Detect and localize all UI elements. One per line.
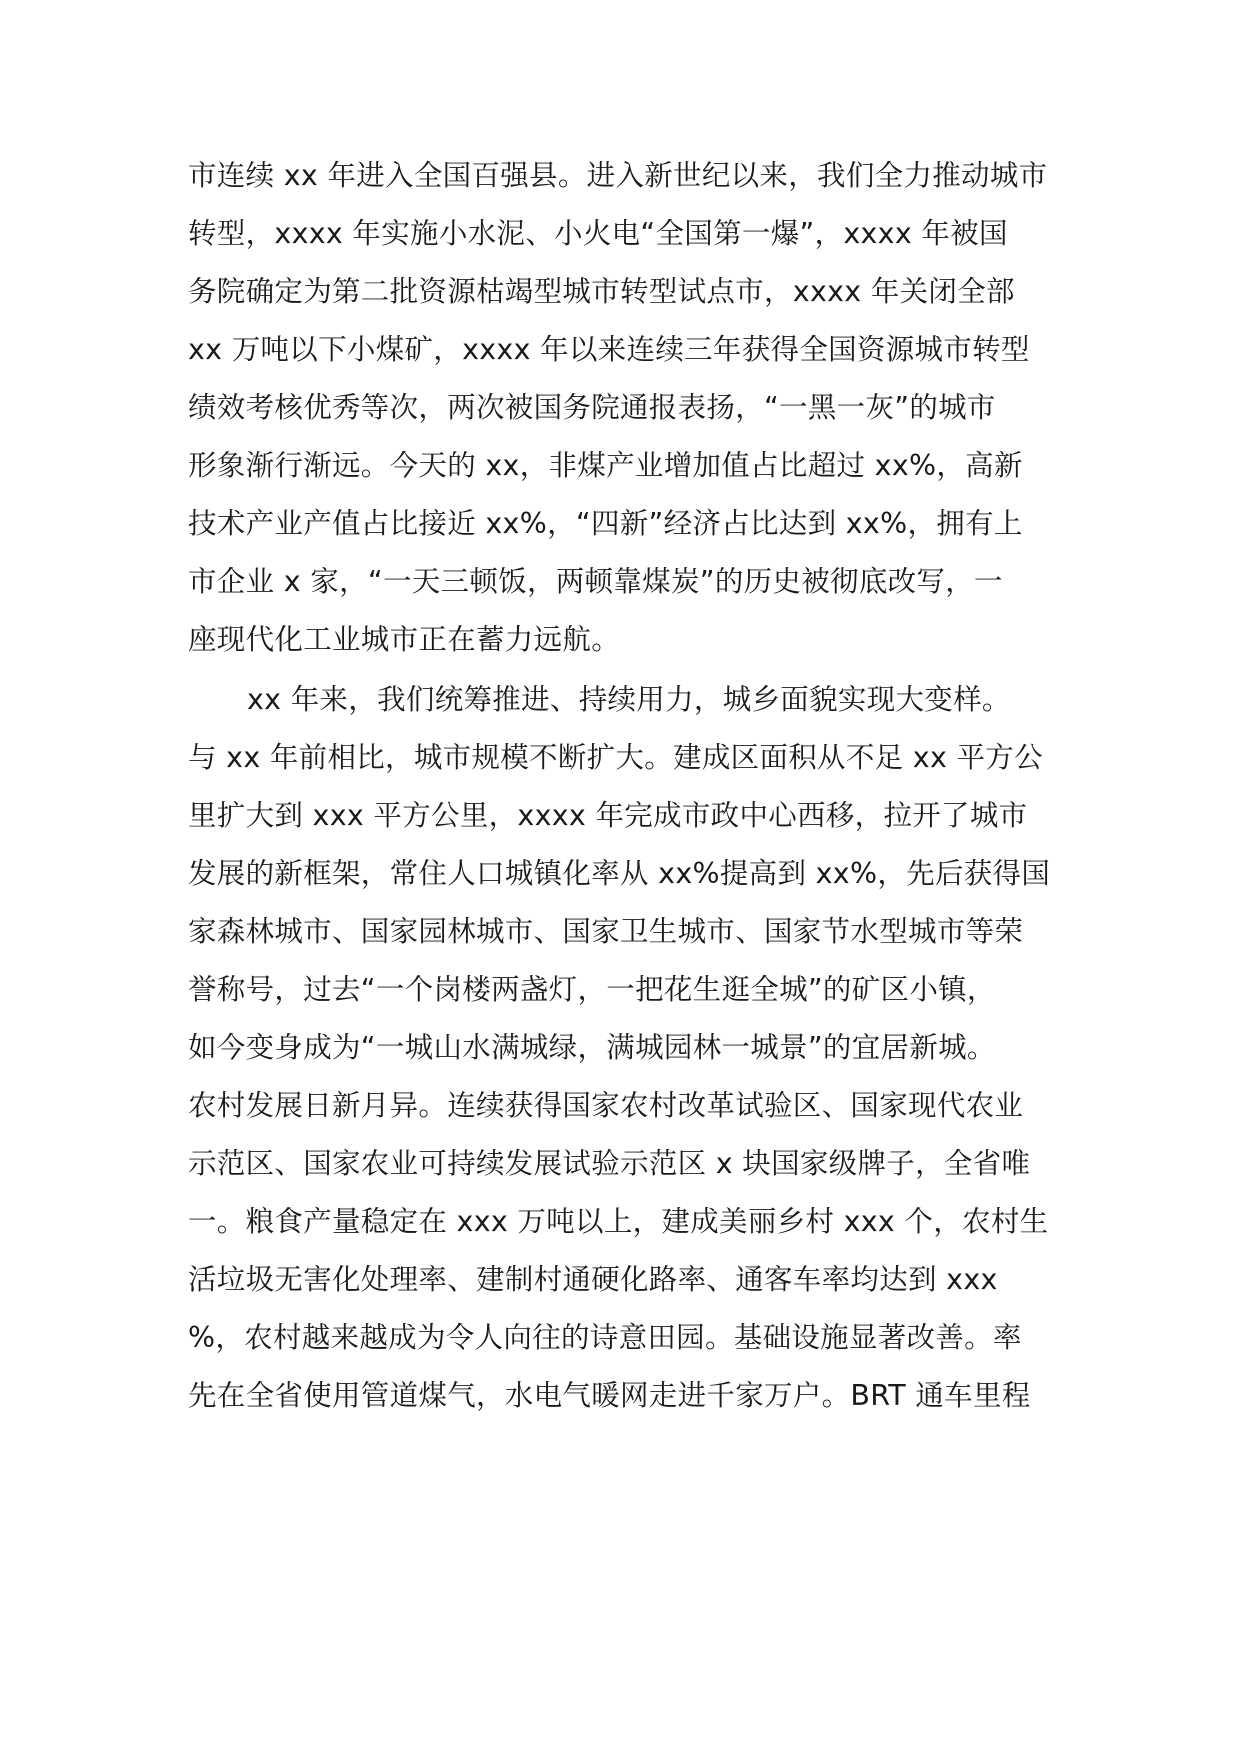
text-line: 里扩大到 xxx 平方公里，xxxx 年完成市政中心西移，拉开了城市 <box>188 799 1028 832</box>
text-line: 活垃圾无害化处理率、建制村通硬化路率、通客车率均达到 xxx <box>188 1263 998 1296</box>
text-line: 务院确定为第二批资源枯竭型城市转型试点市，xxxx 年关闭全部 <box>188 275 1015 308</box>
text-line: %，农村越来越成为令人向往的诗意田园。基础设施显著改善。率 <box>188 1321 1022 1354</box>
text-line: xx 万吨以下小煤矿，xxxx 年以来连续三年获得全国资源城市转型 <box>188 333 1030 366</box>
text-line: 示范区、国家农业可持续发展试验示范区 x 块国家级牌子，全省唯 <box>188 1147 1031 1180</box>
text-line: 技术产业产值占比接近 xx%，“四新”经济占比达到 xx%，拥有上 <box>188 507 1023 540</box>
text-line: 市企业 x 家，“一天三顿饭，两顿靠煤炭”的历史被彻底改写，一 <box>188 565 1003 598</box>
text-line: 一。粮食产量稳定在 xxx 万吨以上，建成美丽乡村 xxx 个，农村生 <box>188 1205 1049 1238</box>
text-line: 发展的新框架，常住人口城镇化率从 xx%提高到 xx%，先后获得国 <box>188 857 1051 890</box>
text-line: 绩效考核优秀等次，两次被国务院通报表扬，“一黑一灰”的城市 <box>188 391 996 424</box>
text-line: 先在全省使用管道煤气，水电气暖网走进千家万户。BRT 通车里程 <box>188 1379 1031 1412</box>
text-line: 形象渐行渐远。今天的 xx，非煤产业增加值占比超过 xx%，高新 <box>188 449 1023 482</box>
paragraph-first-line: xx 年来，我们统筹推进、持续用力，城乡面貌实现大变样。 <box>247 683 1011 716</box>
text-line: 转型，xxxx 年实施小水泥、小火电“全国第一爆”，xxxx 年被国 <box>188 217 1008 250</box>
text-line: 座现代化工业城市正在蓄力远航。 <box>188 623 621 656</box>
text-line: 如今变身成为“一城山水满城绿，满城园林一城景”的宜居新城。 <box>188 1031 996 1064</box>
text-line: 农村发展日新月异。连续获得国家农村改革试验区、国家现代农业 <box>188 1089 1024 1122</box>
text-line: 誉称号，过去“一个岗楼两盏灯，一把花生逛全城”的矿区小镇， <box>188 973 996 1006</box>
text-line: 家森林城市、国家园林城市、国家卫生城市、国家节水型城市等荣 <box>188 915 1024 948</box>
text-line: 市连续 xx 年进入全国百强县。进入新世纪以来，我们全力推动城市 <box>188 159 1048 192</box>
text-line: 与 xx 年前相比，城市规模不断扩大。建成区面积从不足 xx 平方公 <box>188 741 1043 774</box>
